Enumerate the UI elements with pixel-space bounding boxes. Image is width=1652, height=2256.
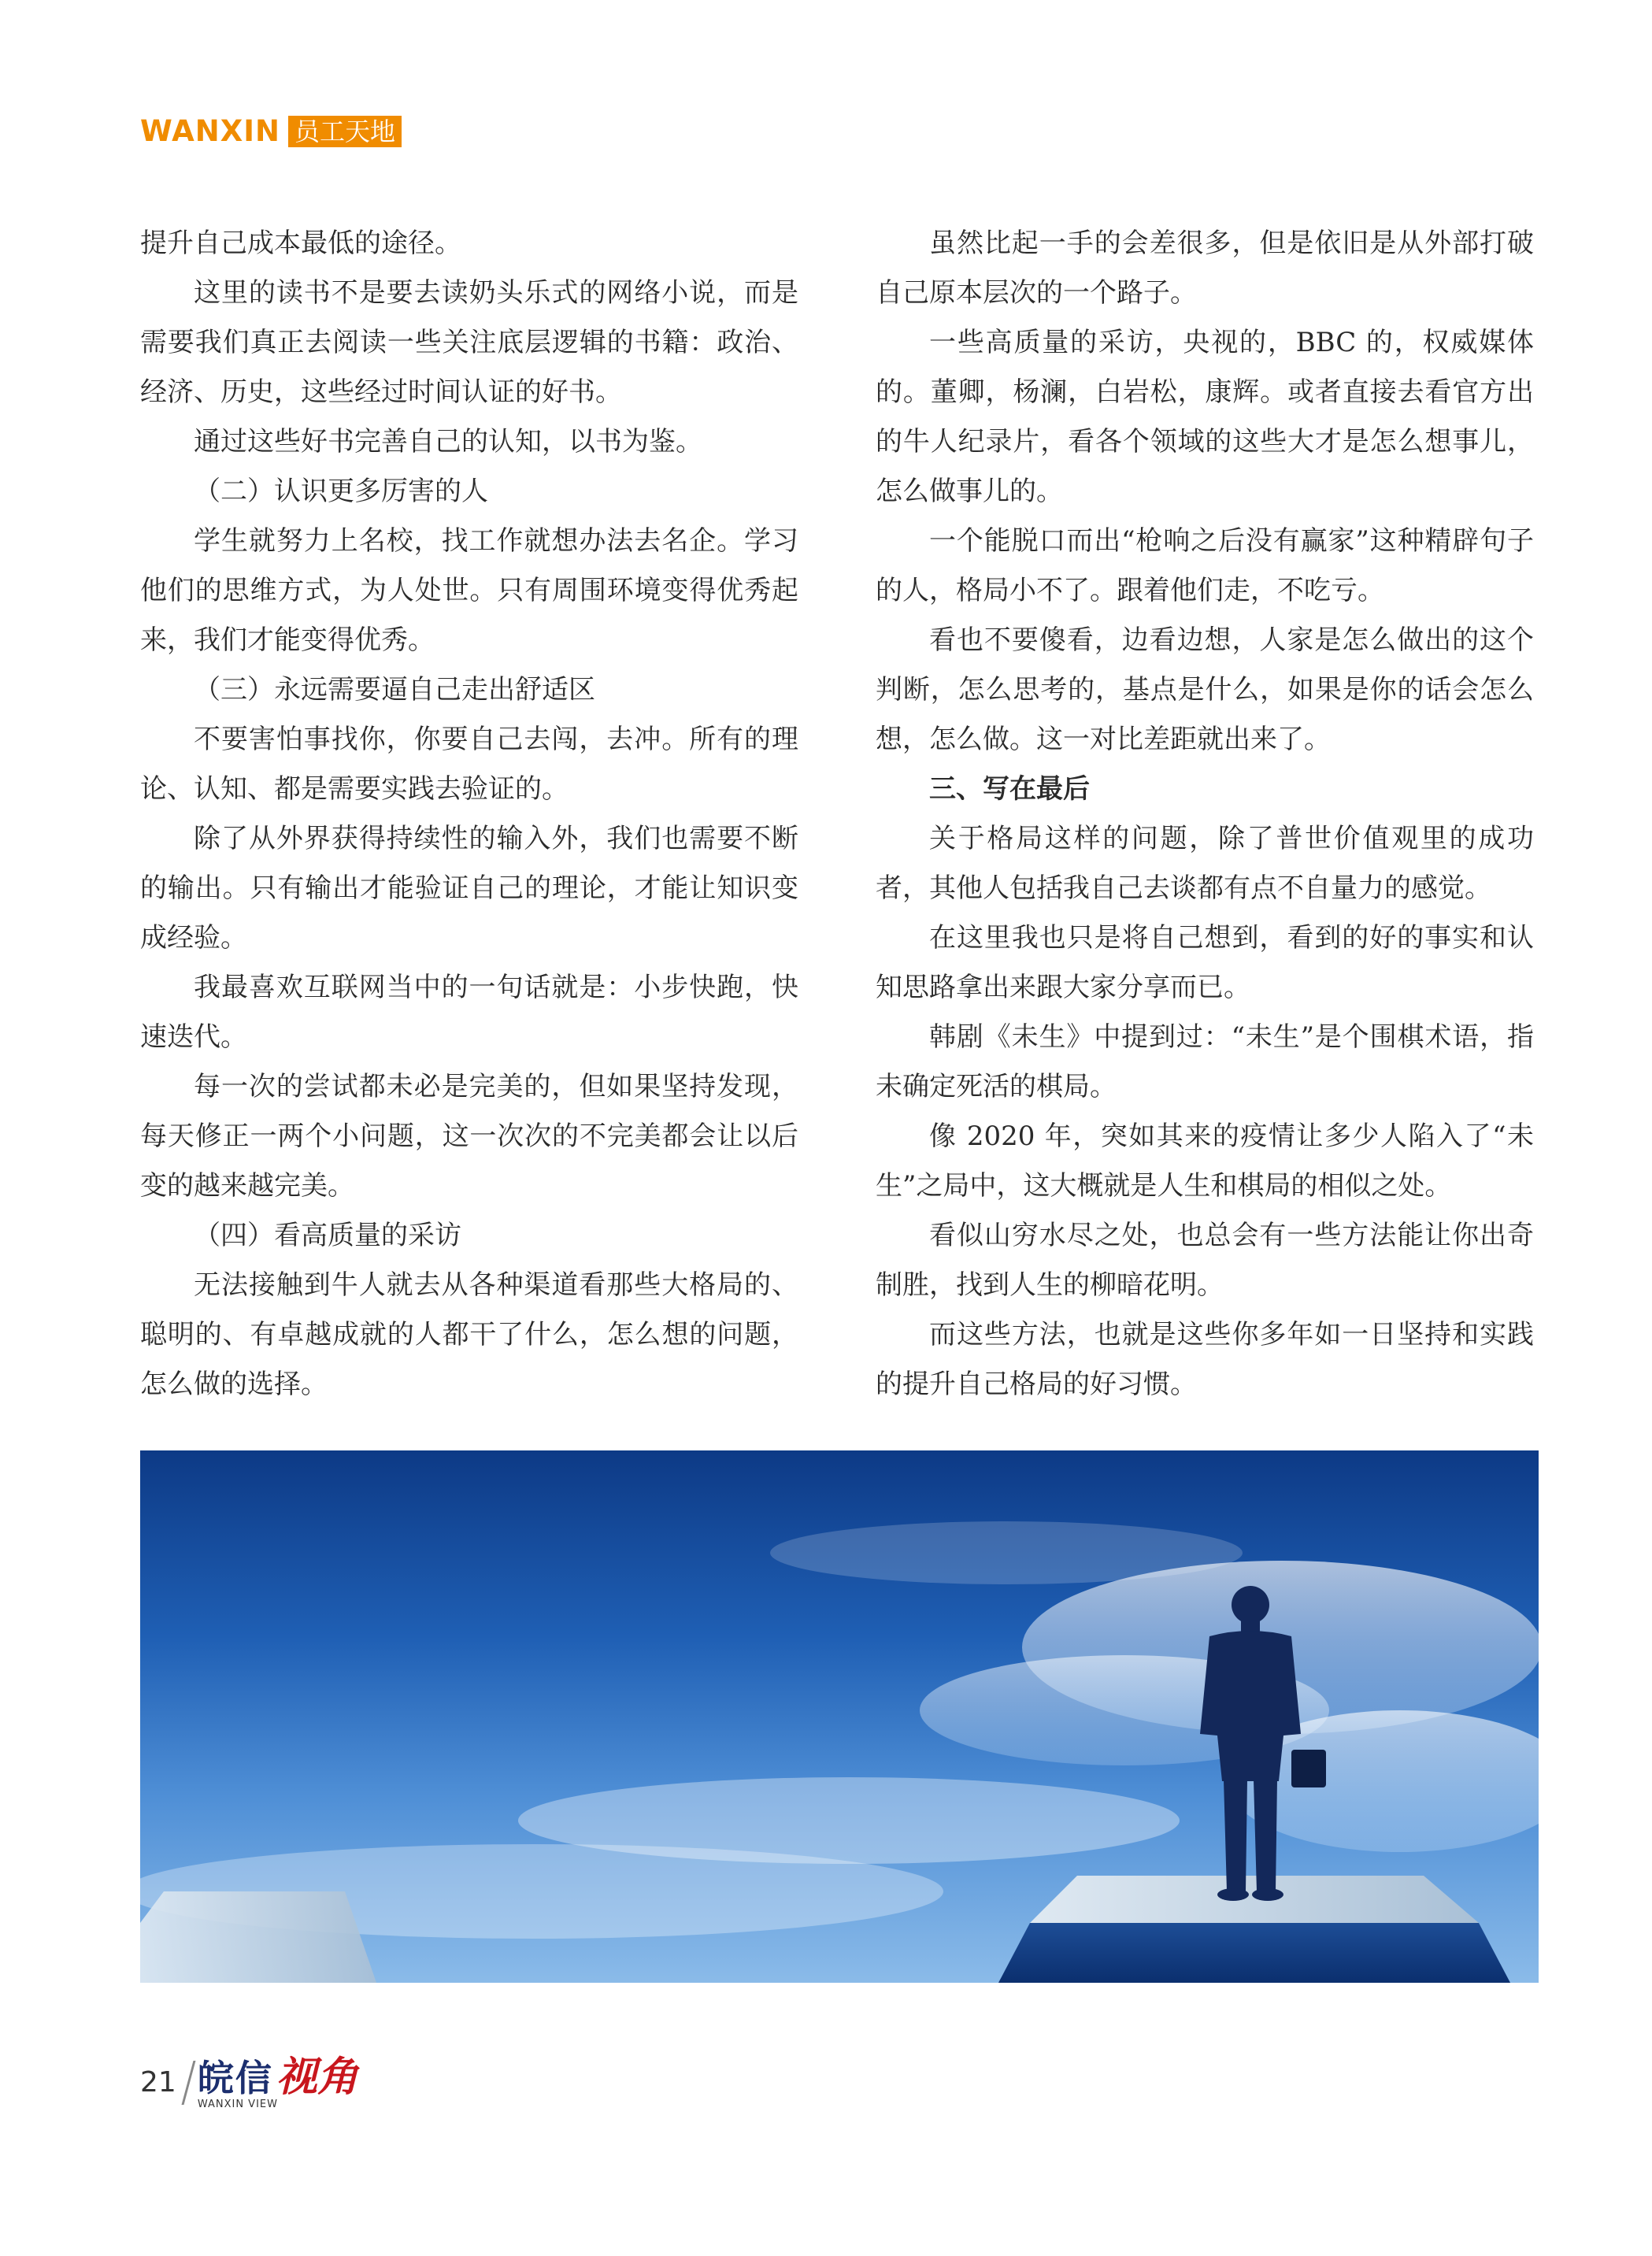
magazine-name: 皖信 xyxy=(197,2056,273,2099)
section-tag: 员工天地 xyxy=(285,116,402,147)
footer-divider xyxy=(181,2061,195,2105)
article-paragraph: （二）认识更多厉害的人 xyxy=(194,476,488,507)
article-paragraph: 无法接触到牛人就去从各种渠道看那些大格局的、聪明的、有卓越成就的人都干了什么，怎么想的问题，怎么做的选择。 xyxy=(140,1269,798,1400)
magazine-logo xyxy=(197,2052,358,2110)
article-paragraph: 一些高质量的采访，央视的，BBC 的，权威媒体的。董卿，杨澜，白岩松，康辉。或者直接去看官方出的牛人纪录片，看各个领域的这些大才是怎么想事儿，怎么做事儿的。 xyxy=(876,327,1534,507)
article-paragraph: （四）看高质量的采访 xyxy=(194,1220,461,1251)
page-footer xyxy=(140,2052,358,2110)
photo-illustration xyxy=(140,1450,1539,1983)
article-paragraph: 关于格局这样的问题，除了普世价值观里的成功者，其他人包括我自己去谈都有点不自量力的感觉。 xyxy=(876,823,1534,904)
article-paragraph: 提升自己成本最低的途径。 xyxy=(140,228,461,259)
article-paragraph: 在这里我也只是将自己想到，看到的好的事实和认知思路拿出来跟大家分享而已。 xyxy=(876,922,1534,1003)
magazine-accent: 视角 xyxy=(276,2052,358,2101)
page-number: 21 xyxy=(140,2066,176,2099)
section-heading: 三、写在最后 xyxy=(929,773,1090,805)
article-paragraph: 韩剧《未生》中提到过：“未生”是个围棋术语，指未确定死活的棋局。 xyxy=(876,1021,1534,1102)
article-paragraph: 而这些方法，也就是这些你多年如一日坚持和实践的提升自己格局的好习惯。 xyxy=(876,1319,1534,1400)
article-paragraph: 每一次的尝试都未必是完美的，但如果坚持发现，每天修正一两个小问题，这一次次的不完美都会让以后变的越来越完美。 xyxy=(140,1071,798,1202)
magazine-subtitle: WANXIN VIEW xyxy=(197,2098,278,2110)
article-paragraph: 虽然比起一手的会差很多，但是依旧是从外部打破自己原本层次的一个路子。 xyxy=(876,228,1534,309)
article-paragraph: 通过这些好书完善自己的认知，以书为鉴。 xyxy=(194,426,702,457)
article-paragraph: 不要害怕事找你，你要自己去闯，去冲。所有的理论、认知、都是需要实践去验证的。 xyxy=(140,724,798,805)
businessman-sky-photo xyxy=(140,1450,1539,1983)
article-column-left xyxy=(140,219,798,1410)
page-header xyxy=(140,115,402,148)
article-paragraph: 像 2020 年，突如其来的疫情让多少人陷入了“未生”之局中，这大概就是人生和棋局的相似之处。 xyxy=(876,1121,1534,1202)
article-paragraph: 这里的读书不是要去读奶头乐式的网络小说，而是需要我们真正去阅读一些关注底层逻辑的书籍：政治、经济、历史，这些经过时间认证的好书。 xyxy=(140,277,798,408)
article-paragraph: 除了从外界获得持续性的输入外，我们也需要不断的输出。只有输出才能验证自己的理论，才能让知识变成经验。 xyxy=(140,823,798,954)
article-paragraph: 一个能脱口而出“枪响之后没有赢家”这种精辟句子的人，格局小不了。跟着他们走，不吃亏。 xyxy=(876,525,1534,606)
article-paragraph: （三）永远需要逼自己走出舒适区 xyxy=(194,674,595,706)
article-paragraph: 看似山穷水尽之处，也总会有一些方法能让你出奇制胜，找到人生的柳暗花明。 xyxy=(876,1220,1534,1301)
article-paragraph: 我最喜欢互联网当中的一句话就是：小步快跑，快速迭代。 xyxy=(140,972,798,1053)
brand-logo: WANXIN xyxy=(140,114,281,148)
article-paragraph: 学生就努力上名校，找工作就想办法去名企。学习他们的思维方式，为人处世。只有周围环境变得优秀起来，我们才能变得优秀。 xyxy=(140,525,798,656)
article-column-right xyxy=(876,219,1534,1410)
article-paragraph: 看也不要傻看，边看边想，人家是怎么做出的这个判断，怎么思考的，基点是什么，如果是你的话会怎么想，怎么做。这一对比差距就出来了。 xyxy=(876,624,1534,755)
